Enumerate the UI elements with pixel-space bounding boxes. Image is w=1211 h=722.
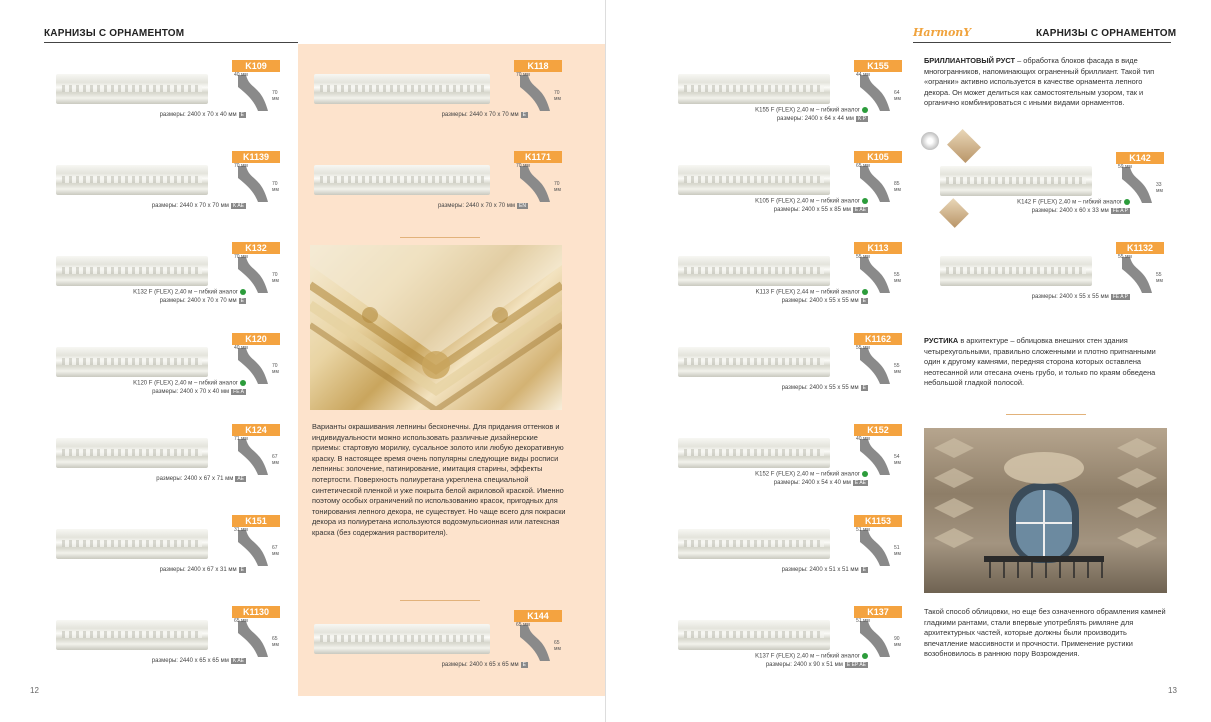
flex-icon bbox=[862, 471, 868, 477]
molding-image bbox=[940, 166, 1092, 196]
dimension-height: 54 мм bbox=[894, 454, 901, 466]
molding-image bbox=[678, 529, 830, 559]
flex-caption: K137 F (FLEX) 2,40 м – гибкий аналог bbox=[755, 653, 868, 660]
page-number-right: 13 bbox=[1168, 686, 1177, 695]
product-code: K155 bbox=[854, 60, 902, 72]
dimension-width: 65 мм bbox=[234, 618, 248, 624]
size-caption: размеры: 2400 x 54 x 40 мм E AE bbox=[773, 480, 866, 486]
material-badge: E bbox=[862, 567, 866, 573]
product-code: K132 bbox=[232, 242, 280, 254]
dimension-height: 70 мм bbox=[272, 363, 279, 375]
molding-image bbox=[56, 256, 208, 286]
product-code: K1171 bbox=[514, 151, 562, 163]
dimension-height: 70 мм bbox=[272, 90, 279, 102]
product-code: K1130 bbox=[232, 606, 280, 618]
flex-icon bbox=[240, 289, 246, 295]
profile-section-icon bbox=[1120, 255, 1154, 295]
material-badge: E AE bbox=[854, 207, 866, 213]
gilded-cornice-photo bbox=[310, 245, 562, 410]
flex-caption: K105 F (FLEX) 2,40 м – гибкий аналог bbox=[755, 198, 868, 205]
product-k1153 bbox=[674, 515, 906, 600]
product-code: K152 bbox=[854, 424, 902, 436]
material-badge: E EP AE bbox=[846, 662, 866, 668]
profile-section-icon bbox=[518, 623, 552, 663]
profile-section-icon bbox=[518, 73, 552, 113]
molding-image bbox=[678, 74, 830, 104]
material-badge: AE bbox=[237, 476, 244, 482]
product-k132 bbox=[52, 242, 284, 327]
center-text: Варианты окрашивания лепнины бесконечны. Для придания оттенков и индивидуальности можно использовать различные дизайнерские приемы: стартовую морилку, сусальное золото или любую декоративную краску. В настоящее время очень популярны следующие виды росписи лепнины: золочение, патинирование, имитация старины, эффекты потертости. Поверхность полиуретана укреплена специальной синтетической пленкой и уже покрыта белой акриловой краской. Именно поэтому особых ограничений по использованию красок, пригодных для тонирования лепного декора, не существует. Но чаще всего для покраски декора из полиуретана используются водоэмульсионная или латексная краска (без содержания растворителя). bbox=[312, 422, 566, 537]
product-k105 bbox=[674, 151, 906, 236]
profile-section-icon bbox=[858, 346, 892, 386]
left-header-rule bbox=[44, 42, 298, 43]
rustika-title: РУСТИКА bbox=[924, 336, 959, 345]
center-ornament-bottom bbox=[400, 600, 480, 609]
product-code: K1162 bbox=[854, 333, 902, 345]
molding-image bbox=[314, 624, 490, 654]
dimension-width: 55 мм bbox=[856, 345, 870, 351]
product-code: K137 bbox=[854, 606, 902, 618]
dimension-width: 31 мм bbox=[234, 527, 248, 533]
profile-section-icon bbox=[236, 528, 270, 568]
material-badge: E bbox=[240, 298, 244, 304]
dimension-width: 70 мм bbox=[516, 163, 530, 169]
product-code: K144 bbox=[514, 610, 562, 622]
product-k109 bbox=[52, 60, 284, 145]
material-badge: E bbox=[522, 112, 526, 118]
dimension-height: 70 мм bbox=[554, 181, 561, 193]
flex-caption: K152 F (FLEX) 2,40 м – гибкий аналог bbox=[755, 471, 868, 478]
dimension-height: 51 мм bbox=[894, 545, 901, 557]
product-code: K1139 bbox=[232, 151, 280, 163]
size-caption: размеры: 2440 x 70 x 70 мм E bbox=[441, 112, 526, 118]
material-badge: E bbox=[862, 298, 866, 304]
dimension-height: 64 мм bbox=[894, 90, 901, 102]
product-code: K142 bbox=[1116, 152, 1164, 164]
material-badge: FE A P bbox=[1112, 208, 1128, 214]
material-badge: FE A bbox=[233, 389, 244, 395]
dimension-height: 70 мм bbox=[554, 90, 561, 102]
center-ornament-top bbox=[400, 237, 480, 246]
dimension-height: 65 мм bbox=[272, 636, 279, 648]
size-caption: размеры: 2400 x 55 x 55 мм E bbox=[781, 298, 866, 304]
left-page-header: КАРНИЗЫ С ОРНАМЕНТОМ bbox=[44, 28, 185, 39]
right-page bbox=[606, 0, 1211, 722]
rustika-body: в архитектуре – облицовка внешних стен здания четырехугольными, правильно сложенными и плотно пригнанными один к другому камнями, передняя сторона которых оставлена неотесанной или отесана очень грубо, и только по краям обведена небольшой гладкой полосой. bbox=[924, 336, 1156, 388]
rustika-text bbox=[924, 336, 1169, 389]
size-caption: размеры: 2400 x 67 x 31 мм E bbox=[159, 567, 244, 573]
molding-image bbox=[678, 438, 830, 468]
material-badge: E bbox=[240, 112, 244, 118]
molding-image bbox=[56, 438, 208, 468]
product-code: K1153 bbox=[854, 515, 902, 527]
dimension-width: 55 мм bbox=[856, 254, 870, 260]
molding-image bbox=[678, 165, 830, 195]
size-caption: размеры: 2400 x 70 x 40 мм FE A bbox=[152, 389, 244, 395]
flex-icon bbox=[862, 107, 868, 113]
rust-title: БРИЛЛИАНТОВЫЙ РУСТ bbox=[924, 56, 1016, 65]
dimension-height: 65 мм bbox=[554, 640, 561, 652]
molding-image bbox=[314, 74, 490, 104]
dimension-height: 70 мм bbox=[272, 272, 279, 284]
dimension-width: 65 мм bbox=[856, 163, 870, 169]
product-code: K105 bbox=[854, 151, 902, 163]
material-badge: K AE bbox=[232, 658, 244, 664]
profile-section-icon bbox=[236, 73, 270, 113]
size-caption: размеры: 2400 x 67 x 71 мм AE bbox=[156, 476, 244, 482]
dimension-width: 51 мм bbox=[856, 527, 870, 533]
flex-caption: K142 F (FLEX) 2,40 м – гибкий аналог bbox=[1017, 199, 1130, 206]
rust-body: – обработка блоков фасада в виде многогранников, напоминающих ограненный бриллиант. Такой тип «огранки» активно используется в качестве орнамента лепного декора. Он может делиться как самостоятельным узором, так и органично комбинироваться с иными видами орнаментов. bbox=[924, 56, 1155, 108]
right-page-header: КАРНИЗЫ С ОРНАМЕНТОМ bbox=[1036, 28, 1177, 39]
product-code: K120 bbox=[232, 333, 280, 345]
dimension-width: 70 мм bbox=[234, 254, 248, 260]
product-k137 bbox=[674, 606, 906, 691]
flex-icon bbox=[1124, 199, 1130, 205]
product-k124 bbox=[52, 424, 284, 509]
profile-section-icon bbox=[518, 164, 552, 204]
dimension-height: 85 мм bbox=[894, 181, 901, 193]
product-k142 bbox=[936, 152, 1168, 236]
flex-caption: K132 F (FLEX) 2,40 м – гибкий аналог bbox=[133, 289, 246, 296]
gilded-cornice-illustration bbox=[310, 245, 562, 410]
size-caption: размеры: 2400 x 55 x 55 мм E bbox=[781, 385, 866, 391]
size-caption: размеры: 2400 x 55 x 55 мм FE A P bbox=[1031, 294, 1128, 300]
product-code: K151 bbox=[232, 515, 280, 527]
dimension-width: 70 мм bbox=[234, 163, 248, 169]
product-code: K1132 bbox=[1116, 242, 1164, 254]
dimension-width: 40 мм bbox=[234, 345, 248, 351]
dimension-height: 55 мм bbox=[894, 272, 901, 284]
right-header-rule bbox=[913, 42, 1171, 43]
molding-image bbox=[56, 347, 208, 377]
dimension-width: 59 мм bbox=[1118, 164, 1132, 170]
dimension-height: 33 мм bbox=[1156, 182, 1163, 194]
rust-text bbox=[924, 56, 1169, 109]
product-k144 bbox=[310, 610, 566, 695]
product-k1130 bbox=[52, 606, 284, 691]
product-k155 bbox=[674, 60, 906, 145]
size-caption: размеры: 2440 x 70 x 70 мм K AE bbox=[151, 203, 244, 209]
dimension-height: 55 мм bbox=[1156, 272, 1163, 284]
product-k1139 bbox=[52, 151, 284, 236]
facade-illustration bbox=[924, 428, 1167, 593]
profile-section-icon bbox=[858, 528, 892, 568]
size-caption: размеры: 2400 x 55 x 85 мм E AE bbox=[773, 207, 866, 213]
flex-icon bbox=[862, 289, 868, 295]
product-code: K124 bbox=[232, 424, 280, 436]
product-k113 bbox=[674, 242, 906, 327]
dimension-width: 71 мм bbox=[234, 436, 248, 442]
product-k118 bbox=[310, 60, 566, 145]
dimension-width: 44 мм bbox=[856, 72, 870, 78]
brand-logo: HarmonY bbox=[913, 26, 972, 39]
size-caption: размеры: 2440 x 65 x 65 мм K AE bbox=[151, 658, 244, 664]
flex-icon bbox=[862, 198, 868, 204]
product-k1162 bbox=[674, 333, 906, 418]
molding-image bbox=[56, 74, 208, 104]
product-k152 bbox=[674, 424, 906, 509]
size-caption: размеры: 2400 x 70 x 40 мм E bbox=[159, 112, 244, 118]
size-caption: размеры: 2400 x 51 x 51 мм E bbox=[781, 567, 866, 573]
dimension-width: 40 мм bbox=[856, 436, 870, 442]
size-caption: размеры: 2400 x 60 x 33 мм FE A P bbox=[1031, 208, 1128, 214]
product-k120 bbox=[52, 333, 284, 418]
material-badge: FE A P bbox=[1112, 294, 1128, 300]
dimension-width: 51 мм bbox=[856, 618, 870, 624]
material-badge: EN bbox=[519, 203, 526, 209]
diamond-icon bbox=[921, 132, 939, 150]
dimension-height: 67 мм bbox=[272, 454, 279, 466]
molding-image bbox=[678, 347, 830, 377]
dimension-width: 65 мм bbox=[516, 622, 530, 628]
product-k151 bbox=[52, 515, 284, 600]
material-badge: E bbox=[862, 385, 866, 391]
product-code: K118 bbox=[514, 60, 562, 72]
profile-section-icon bbox=[236, 619, 270, 659]
dimension-height: 67 мм bbox=[272, 545, 279, 557]
dimension-height: 90 мм bbox=[894, 636, 901, 648]
size-caption: размеры: 2400 x 70 x 70 мм E bbox=[159, 298, 244, 304]
facade-photo bbox=[924, 428, 1167, 593]
size-caption: размеры: 2400 x 64 x 44 мм K P bbox=[776, 116, 866, 122]
product-code: K109 bbox=[232, 60, 280, 72]
dimension-height: 70 мм bbox=[272, 181, 279, 193]
material-badge: E bbox=[522, 662, 526, 668]
flex-icon bbox=[240, 380, 246, 386]
right-ornament bbox=[1006, 414, 1086, 423]
flex-caption: K113 F (FLEX) 2,44 м – гибкий аналог bbox=[756, 289, 868, 296]
molding-image bbox=[940, 256, 1092, 286]
dimension-width: 70 мм bbox=[516, 72, 530, 78]
product-k1132 bbox=[936, 242, 1168, 326]
dimension-width: 40 мм bbox=[234, 72, 248, 78]
molding-image bbox=[56, 529, 208, 559]
molding-image bbox=[678, 620, 830, 650]
size-caption: размеры: 2400 x 65 x 65 мм E bbox=[441, 662, 526, 668]
molding-image bbox=[56, 165, 208, 195]
product-code: K113 bbox=[854, 242, 902, 254]
material-badge: K P bbox=[857, 116, 866, 122]
product-k1171 bbox=[310, 151, 566, 236]
dimension-width: 55 мм bbox=[1118, 254, 1132, 260]
page-number-left: 12 bbox=[30, 686, 39, 695]
molding-image bbox=[56, 620, 208, 650]
flex-caption: K155 F (FLEX) 2,40 м – гибкий аналог bbox=[755, 107, 868, 114]
profile-section-icon bbox=[236, 164, 270, 204]
size-caption: размеры: 2440 x 70 x 70 мм EN bbox=[437, 203, 526, 209]
material-badge: E AE bbox=[854, 480, 866, 486]
flex-icon bbox=[862, 653, 868, 659]
dimension-height: 55 мм bbox=[894, 363, 901, 375]
material-badge: E bbox=[240, 567, 244, 573]
profile-section-icon bbox=[236, 437, 270, 477]
bottom-text: Такой способ облицовки, но еще без означенного обрамления камней гладкими рантами, стали впервые употреблять римляне для архитектурных частей, которые должны были производить впечатление массивности и прочности. Применение рустики возобновилось в раннюю пору Возрождения. bbox=[924, 607, 1166, 659]
size-caption: размеры: 2400 x 90 x 51 мм E EP AE bbox=[765, 662, 866, 668]
molding-image bbox=[314, 165, 490, 195]
flex-caption: K120 F (FLEX) 2,40 м – гибкий аналог bbox=[133, 380, 246, 387]
molding-image bbox=[678, 256, 830, 286]
material-badge: K AE bbox=[232, 203, 244, 209]
